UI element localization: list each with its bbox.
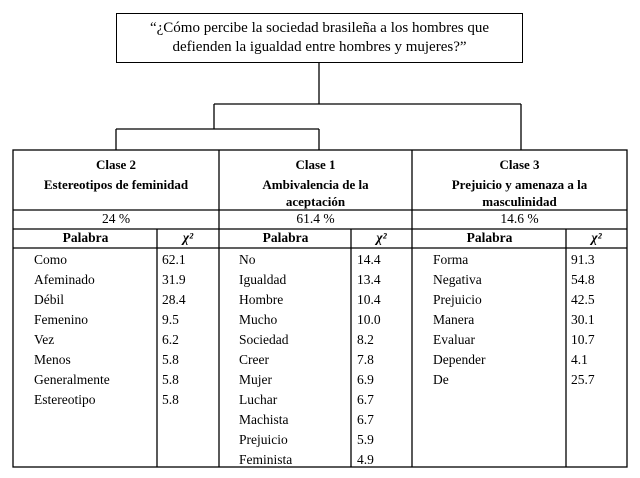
table-cell-chi: 28.4 xyxy=(162,292,186,307)
class-2-name: Clase 2 xyxy=(95,157,137,172)
table-cell-chi: 4.9 xyxy=(357,452,374,467)
class-1-percent: 61.4 % xyxy=(296,211,335,226)
table-cell-chi: 5.9 xyxy=(357,432,374,447)
table-cell-chi: 9.5 xyxy=(162,312,179,327)
class-3-name: Clase 3 xyxy=(499,157,540,172)
table-cell-chi: 25.7 xyxy=(571,372,595,387)
table-cell-chi: 6.9 xyxy=(357,372,374,387)
table-cell-word: Estereotipo xyxy=(34,392,96,407)
table-cell-word: Machista xyxy=(239,412,289,427)
table-cell-word: Prejuicio xyxy=(433,292,482,307)
table-cell-word: Hombre xyxy=(239,292,284,307)
class-1-header xyxy=(220,156,411,210)
table-cell-chi: 6.2 xyxy=(162,332,179,347)
table-cell-chi: 6.7 xyxy=(357,392,374,407)
table-cell-word: Femenino xyxy=(34,312,88,327)
col-chi-header-2: χ² xyxy=(182,230,194,245)
table-cell-chi: 5.8 xyxy=(162,372,179,387)
table-cell-word: Creer xyxy=(239,352,269,367)
table-cell-word: Prejuicio xyxy=(239,432,288,447)
class-3-percent: 14.6 % xyxy=(500,211,539,226)
table-cell-chi: 91.3 xyxy=(571,252,595,267)
table-cell-chi: 7.8 xyxy=(357,352,374,367)
class-3-header xyxy=(413,156,626,210)
table-cell-chi: 14.4 xyxy=(357,252,381,267)
table-cell-word: Vez xyxy=(34,332,55,347)
table-cell-word: Forma xyxy=(433,252,469,267)
table-cell-word: Menos xyxy=(34,352,71,367)
table-cell-chi: 42.5 xyxy=(571,292,595,307)
table-cell-word: Igualdad xyxy=(239,272,287,287)
table-cell-word: Generalmente xyxy=(34,372,110,387)
table-cell-chi: 4.1 xyxy=(571,352,588,367)
table-cell-word: Depender xyxy=(433,352,486,367)
class-1-subtitle: Ambivalencia de la aceptación xyxy=(262,177,369,209)
table-cell-word: Afeminado xyxy=(34,272,95,287)
col-word-header-1: Palabra xyxy=(262,230,309,245)
class-2-percent: 24 % xyxy=(101,211,131,226)
table-cell-word: No xyxy=(239,252,256,267)
col-chi-header-1: χ² xyxy=(376,230,387,245)
table-cell-chi: 10.4 xyxy=(357,292,381,307)
table-cell-word: Como xyxy=(34,252,68,267)
table-cell-chi: 10.7 xyxy=(571,332,595,347)
table-cell-chi: 62.1 xyxy=(162,252,186,267)
question-box xyxy=(116,13,523,63)
table-cell-word: Débil xyxy=(34,292,64,307)
table-cell-chi: 10.0 xyxy=(357,312,381,327)
class-2-header xyxy=(14,156,218,193)
table-cell-word: Feminista xyxy=(239,452,293,467)
table-cell-word: Luchar xyxy=(239,392,278,407)
col-word-header-2: Palabra xyxy=(62,230,109,245)
table-cell-chi: 31.9 xyxy=(162,272,186,287)
table-cell-word: Mujer xyxy=(239,372,272,387)
table-cell-chi: 5.8 xyxy=(162,392,179,407)
table-cell-chi: 13.4 xyxy=(357,272,381,287)
table-cell-chi: 30.1 xyxy=(571,312,595,327)
table-cell-word: De xyxy=(433,372,449,387)
class-2-subtitle: Estereotipos de feminidad xyxy=(43,177,189,192)
table-cell-chi: 5.8 xyxy=(162,352,179,367)
table-cell-word: Negativa xyxy=(433,272,482,287)
class-3-subtitle: Prejuicio y amenaza a la masculinidad xyxy=(451,177,588,209)
table-cell-chi: 8.2 xyxy=(357,332,374,347)
table-cell-chi: 54.8 xyxy=(571,272,595,287)
table-cell-word: Mucho xyxy=(239,312,278,327)
table-cell-word: Sociedad xyxy=(239,332,289,347)
col-chi-header-3: χ² xyxy=(591,230,602,245)
class-1-name: Clase 1 xyxy=(295,157,336,172)
table-cell-word: Evaluar xyxy=(433,332,475,347)
question-line-1: “¿Cómo percibe la sociedad brasileña a los hombres que xyxy=(149,20,490,36)
question-line-2: defienden la igualdad entre hombres y mujeres?” xyxy=(172,39,467,55)
table-cell-chi: 6.7 xyxy=(357,412,374,427)
table-cell-word: Manera xyxy=(433,312,475,327)
col-word-header-3: Palabra xyxy=(466,230,513,245)
